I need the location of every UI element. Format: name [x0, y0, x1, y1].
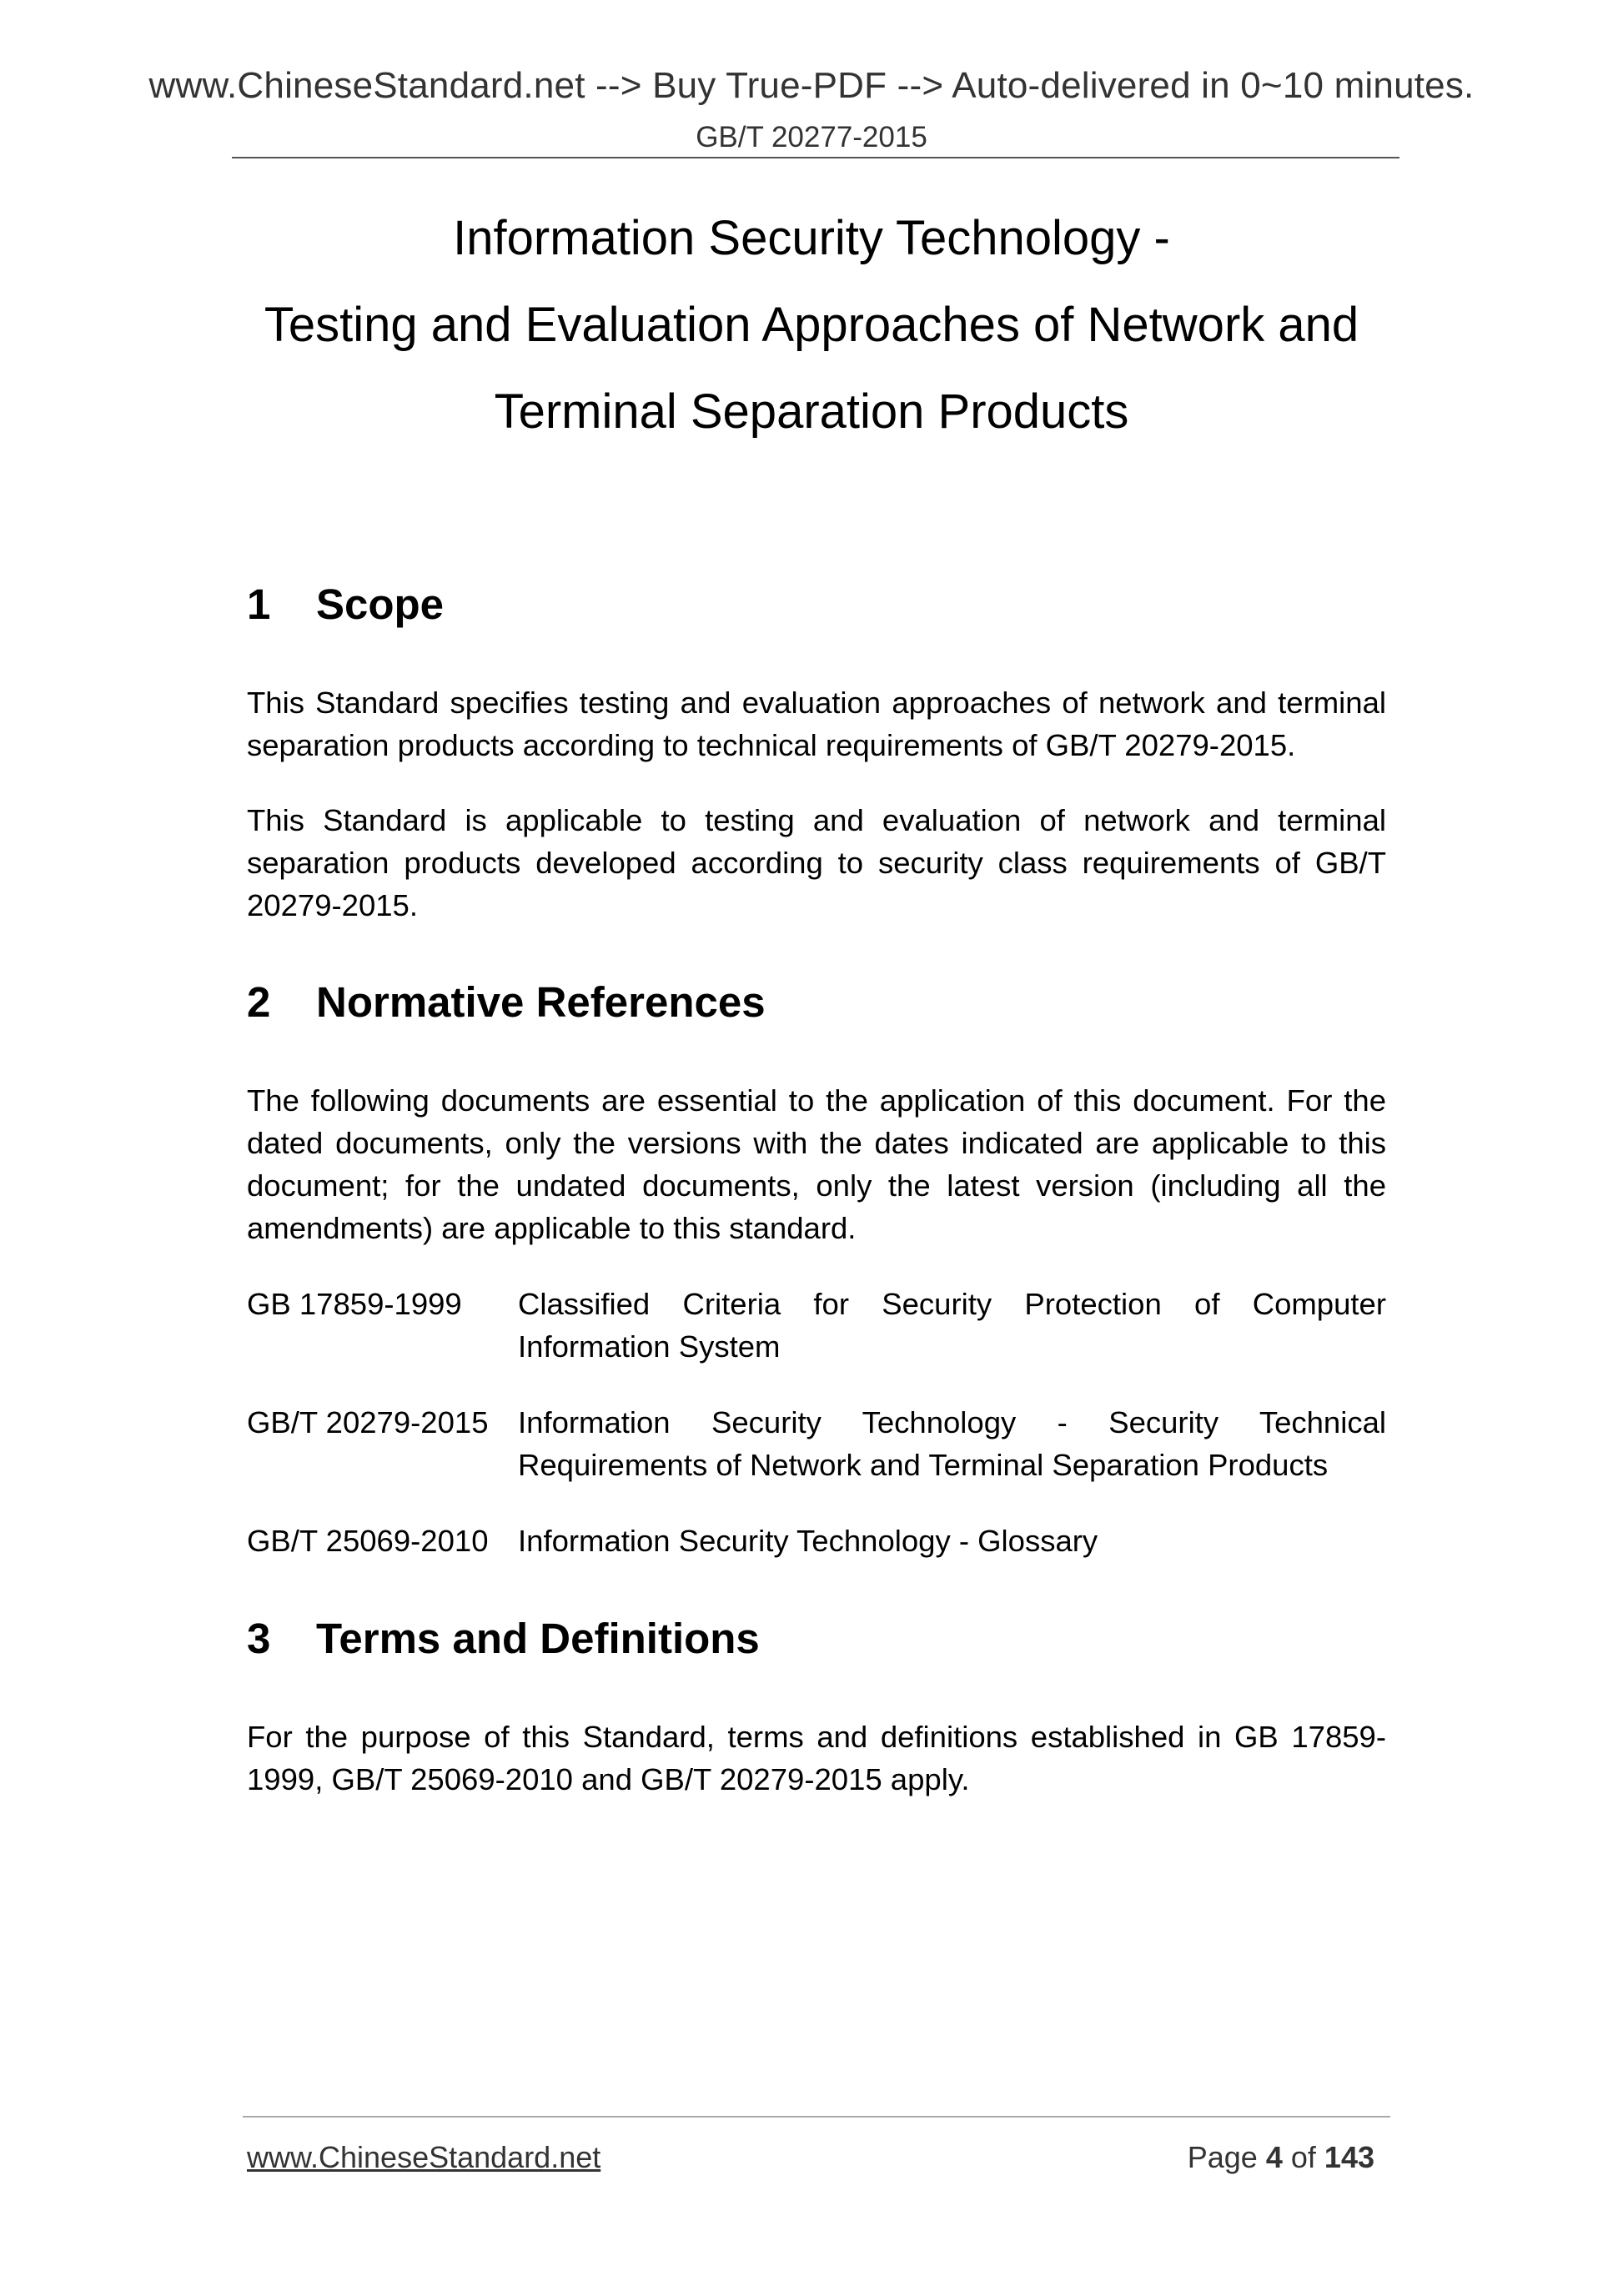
reference-code: GB 17859-1999	[247, 1287, 462, 1321]
page-prefix: Page	[1187, 2140, 1258, 2174]
section-number: 2	[247, 978, 271, 1026]
section-title: Terms and Definitions	[316, 1615, 760, 1662]
scope-paragraph-1: This Standard specifies testing and evaluation approaches of network and terminal separation products according to technical requirements of GB/T 20279-2015.	[247, 686, 1386, 762]
scope-paragraph-2: This Standard is applicable to testing and evaluation of network and terminal separation products developed according to security class requirements of GB/T 20279-2015.	[247, 803, 1386, 922]
title-line-1: Information Security Technology -	[453, 211, 1170, 265]
page-number	[1188, 2140, 1374, 2175]
current-page: 4	[1265, 2140, 1283, 2174]
section-title: Normative References	[316, 978, 766, 1026]
section-number: 1	[247, 580, 271, 628]
footer-website-link[interactable]: www.ChineseStandard.net	[247, 2140, 601, 2174]
total-pages: 143	[1324, 2140, 1374, 2174]
document-code: GB/T 20277-2015	[696, 121, 927, 153]
section-scope-heading	[247, 580, 444, 629]
reference-title: Classified Criteria for Security Protection of Computer Information System	[518, 1287, 1386, 1364]
normative-references-intro: The following documents are essential to the application of this document. For the dated documents, only the versions with the dates indicated are applicable to this document; for the undated documents, only the latest version (including all the amendments) are applicable to this standard.	[247, 1083, 1386, 1245]
footer-divider	[243, 2116, 1390, 2118]
header-divider	[232, 157, 1399, 158]
section-number: 3	[247, 1615, 271, 1662]
reference-code: GB/T 20279-2015	[247, 1405, 489, 1439]
section-terms-heading	[247, 1614, 760, 1663]
reference-code: GB/T 25069-2010	[247, 1524, 489, 1558]
title-line-3: Terminal Separation Products	[494, 384, 1129, 439]
section-title: Scope	[316, 580, 445, 628]
reference-title: Information Security Technology - Security Technical Requirements of Network and Terminal Separation Products	[518, 1405, 1386, 1482]
reference-title: Information Security Technology - Glossary	[518, 1524, 1098, 1558]
terms-paragraph: For the purpose of this Standard, terms and definitions established in GB 17859-1999, GB/T 25069-2010 and GB/T 20279-2015 apply.	[247, 1720, 1386, 1796]
title-line-2: Testing and Evaluation Approaches of Network and	[264, 298, 1359, 352]
section-normative-references-heading	[247, 977, 766, 1027]
page-of: of	[1290, 2140, 1316, 2174]
header-banner: www.ChineseStandard.net --> Buy True-PDF --> Auto-delivered in 0~10 minutes.	[148, 65, 1475, 106]
